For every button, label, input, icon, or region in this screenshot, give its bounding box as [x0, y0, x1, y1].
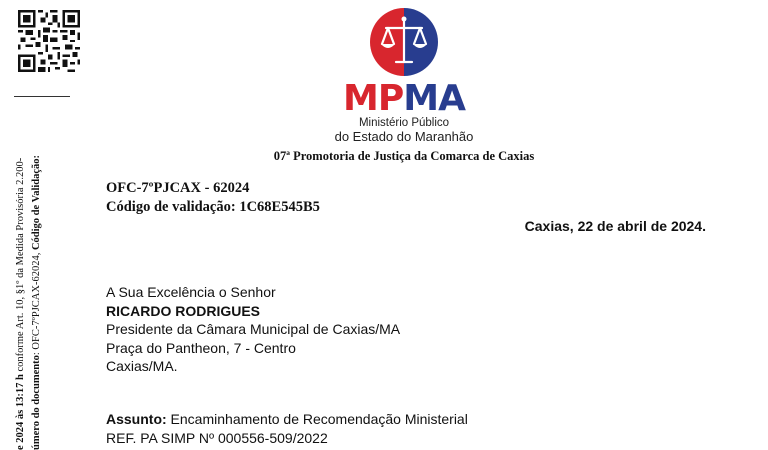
- recipient-city: Caxias/MA.: [106, 358, 178, 374]
- recipient-salutation: A Sua Excelência o Senhor: [106, 284, 276, 300]
- qr-code-icon: [18, 10, 80, 72]
- recipient-block: [106, 283, 400, 376]
- document-identification: [106, 179, 320, 217]
- subject-line: [106, 410, 468, 429]
- subject-reference: REF. PA SIMP Nº 000556-509/2022: [106, 429, 328, 446]
- document-number: OFC-7ºPJCAX - 62024: [106, 180, 250, 196]
- mpma-wordmark: MPMA: [343, 78, 465, 119]
- logo-subtitle-2: do Estado do Maranhão: [334, 129, 474, 144]
- document-date: Caxias, 22 de abril de 2024.: [524, 218, 706, 234]
- side-strip-line-2: úmero do documento: OFC-7ºPJCAX-62024, Código de Validação:: [31, 154, 42, 450]
- subject-label: Assunto:: [106, 411, 167, 427]
- side-strip-line-1: e 2024 às 13:17 h conforme Art. 10, §1º da Medida Provisória 2.200-: [15, 157, 26, 450]
- subject-block: [106, 410, 468, 447]
- recipient-street: Praça do Pantheon, 7 - Centro: [106, 339, 296, 356]
- recipient-role: Presidente da Câmara Municipal de Caxias/MA: [106, 321, 401, 337]
- logo-subtitle-1: Ministério Público: [358, 117, 450, 129]
- mpma-scales-emblem-icon: [368, 6, 440, 78]
- mpma-logo: [318, 6, 490, 146]
- subject-text: Encaminhamento de Recomendação Ministerial: [166, 411, 468, 427]
- recipient-name: RICARDO RODRIGUES: [106, 302, 261, 319]
- validation-code: Código de validação: 1C68E545B5: [106, 199, 320, 215]
- promotoria-heading: 07ª Promotoria de Justiça da Comarca de Caxias: [273, 149, 535, 163]
